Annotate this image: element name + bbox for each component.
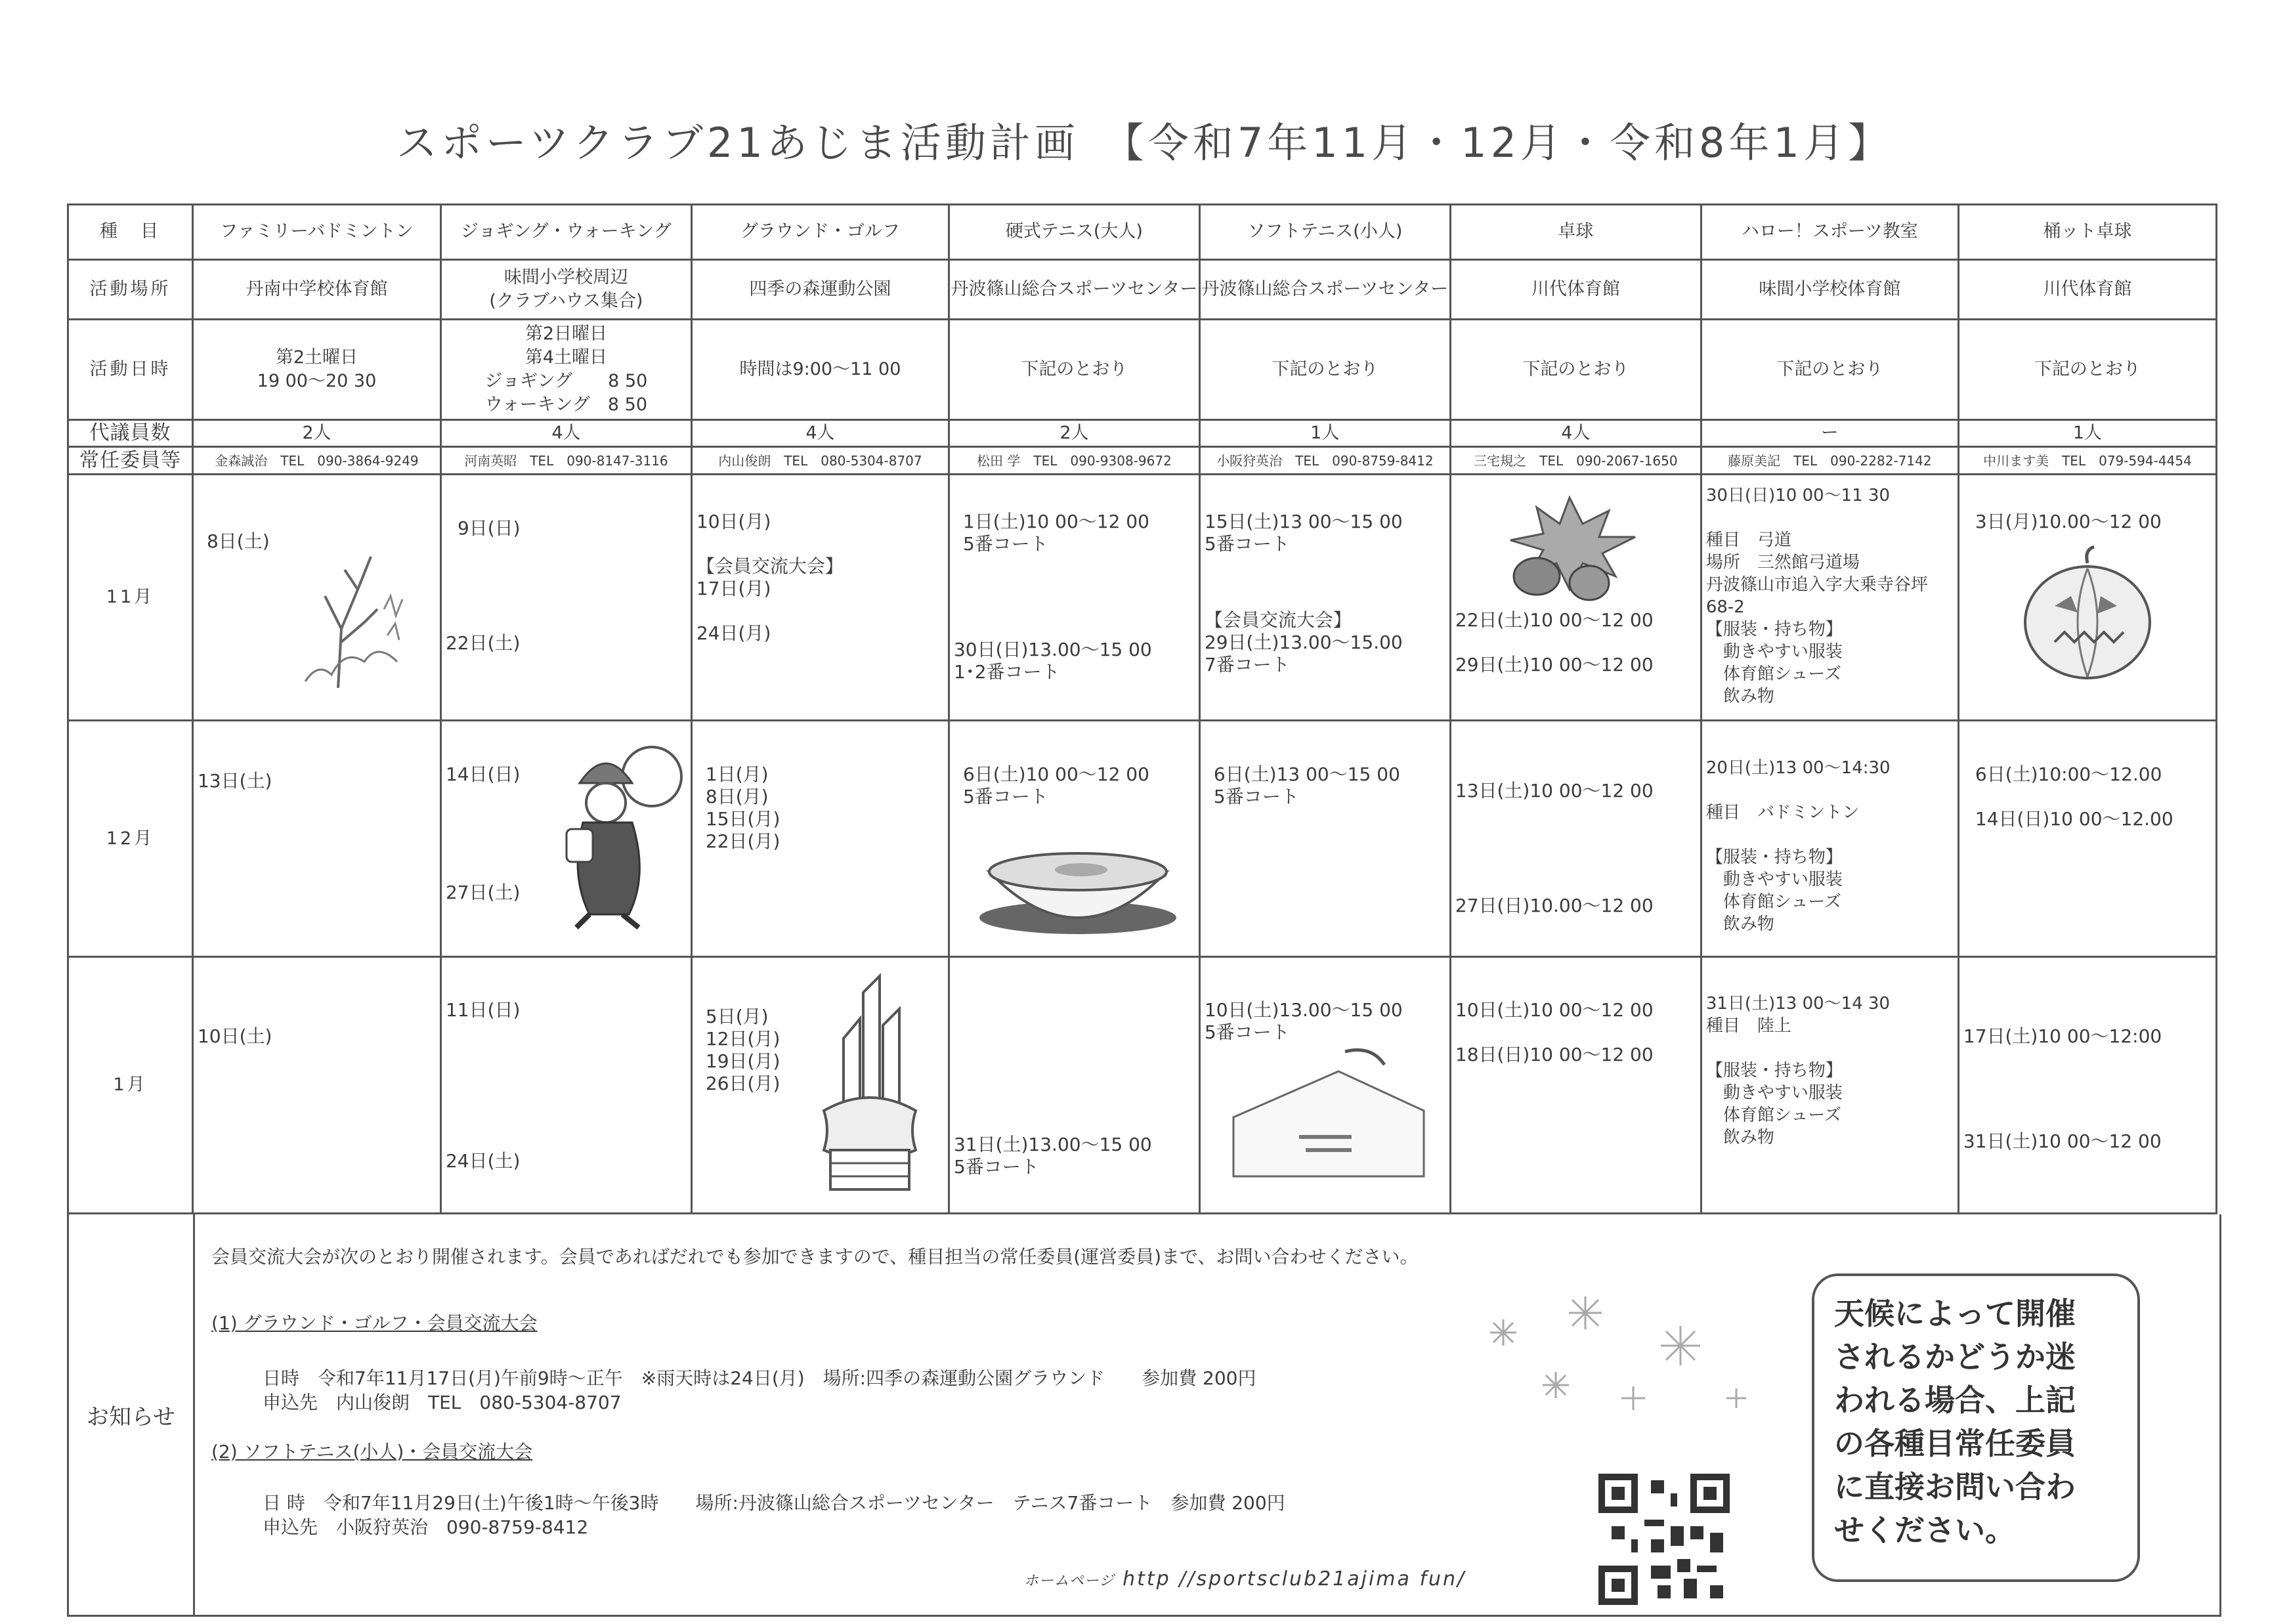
schedule-cell <box>949 475 1199 721</box>
text-line: 13日(土) <box>197 769 272 792</box>
text-line: 種目 バドミントン <box>1705 802 1860 823</box>
row-header-category: 種 目 <box>68 205 193 260</box>
text-line: 11日(日) <box>445 999 521 1021</box>
text-line: ウォーキング 8 50 <box>484 395 648 416</box>
text-line: 【服装・持ち物】 <box>1705 847 1843 867</box>
reps-cell: 4人 <box>1450 419 1701 446</box>
text-line: 5日(月) <box>705 1006 769 1028</box>
text-line: 天候によって開催 <box>1834 1296 2076 1331</box>
datetime-cell <box>1199 320 1450 420</box>
column-header: ソフトテニス(小人) <box>1199 205 1450 260</box>
row-header-committee: 常任委員等 <box>68 446 193 475</box>
reps-cell: 1人 <box>1199 419 1450 446</box>
schedule-cell <box>1701 475 1958 721</box>
column-header: 桶ット卓球 <box>1958 205 2216 260</box>
text-line: 1日(土)10 00～12 00 <box>962 510 1149 532</box>
text-line <box>1706 1037 1890 1059</box>
text-line: 14日(日) <box>445 763 521 785</box>
text-line: 飲み物 <box>1705 914 1774 934</box>
text-line: 6日(土)13 00～15 00 <box>1213 763 1400 785</box>
event1-heading: (1) グラウンド・ゴルフ・会員交流大会 <box>211 1312 538 1334</box>
row-header-reps: 代議員数 <box>68 419 193 446</box>
schedule-cell <box>1199 956 1450 1213</box>
page-title: スポーツクラブ21あじま活動計画 【令和7年11月・12月・令和8年1月】 <box>396 119 1893 167</box>
schedule-cell <box>949 956 1199 1213</box>
text-line: 体育館シューズ <box>1705 664 1842 684</box>
schedule-cell <box>949 721 1199 957</box>
weather-note-bubble <box>1812 1273 2140 1582</box>
place-cell: 川代体育館 <box>1450 259 1701 320</box>
schedule-cell <box>1958 956 2216 1213</box>
text-line: 31日(土)10 00～12 00 <box>1963 1130 2162 1153</box>
month-label: 12月 <box>68 721 193 957</box>
schedule-cell <box>691 475 949 721</box>
text-line: 19日(月) <box>705 1050 781 1073</box>
text-line: 15日(土)13 00～15 00 <box>1204 510 1403 532</box>
text-line: 24日(土) <box>445 1150 521 1172</box>
text-line: 30日(日)10 00～11 30 <box>1705 485 1891 505</box>
reps-cell: ー <box>1701 419 1958 446</box>
text-line <box>696 533 844 555</box>
text-line: 【会員交流大会】 <box>696 555 844 577</box>
place-cell: 丹波篠山総合スポーツセンター <box>949 259 1199 320</box>
tree-illustration <box>299 530 410 694</box>
datetime-cell <box>1701 320 1958 420</box>
place-cell: 味間小学校体育館 <box>1701 259 1958 320</box>
text-line: 体育館シューズ <box>1705 891 1842 912</box>
reps-cell: 4人 <box>440 419 691 446</box>
text-line: 下記のとおり <box>1522 359 1629 380</box>
schedule-cell <box>440 721 691 957</box>
text-line: 1･2番コート <box>953 660 1060 683</box>
text-line: 第4土曜日 <box>524 347 608 368</box>
schedule-cell <box>440 956 691 1213</box>
place-cell: 丹南中学校体育館 <box>192 259 440 320</box>
place-row <box>68 259 2217 320</box>
text-line: 29日(土)13.00～15.00 <box>1204 631 1403 653</box>
text-line: 31日(土)13 00～14 30 <box>1705 994 1891 1014</box>
text-line: 8日(土) <box>206 530 270 552</box>
event1-details: 日時 令和7年11月17日(月)午前9時～正午 ※雨天時は24日(月) 場所:四季の森運動公園グラウンド 参加費 200円 <box>263 1367 1256 1389</box>
row-header-datetime: 活動日時 <box>68 320 193 420</box>
homepage-link[interactable]: http //sportsclub21ajima fun/ <box>1123 1568 1466 1591</box>
text-line: 種目 弓道 <box>1705 530 1791 550</box>
reps-cell: 4人 <box>691 419 949 446</box>
text-line: 7番コート <box>1204 653 1290 675</box>
reps-row <box>68 419 2217 446</box>
text-line: 体育館シューズ <box>1705 1105 1842 1126</box>
datetime-cell <box>691 320 949 420</box>
text-line: 種目 陸上 <box>1705 1016 1791 1036</box>
pumpkin-illustration <box>2019 544 2156 681</box>
autumn-leaves-illustration <box>1491 491 1655 603</box>
text-line: 時間は9:00～11 00 <box>739 359 901 380</box>
text-line: 【服装・持ち物】 <box>1705 619 1843 639</box>
text-line: われる場合、上記 <box>1834 1382 2076 1418</box>
schedule-cell <box>1701 956 1958 1213</box>
text-line: されるかどうか迷 <box>1834 1339 2076 1375</box>
text-line: 27日(土) <box>445 881 521 903</box>
datetime-cell <box>949 320 1199 420</box>
committee-cell: 金森誠治 TEL 090-3864-9249 <box>192 446 440 475</box>
text-line: 飲み物 <box>1705 1128 1774 1148</box>
text-line <box>696 600 844 622</box>
text-line: 【会員交流大会】 <box>1204 609 1352 631</box>
text-line: 10日(土) <box>197 1025 272 1048</box>
column-header: ジョギング・ウォーキング <box>440 205 691 260</box>
text-line: 10日(月) <box>696 510 771 532</box>
text-line: 17日(月) <box>696 577 771 599</box>
homepage-label: ホームページ <box>1024 1573 1115 1589</box>
text-line: の各種目常任委員 <box>1834 1426 2076 1461</box>
text-line: 17日(土)10 00～12:00 <box>1963 1025 2162 1048</box>
snowflake-decoration <box>1464 1287 1766 1438</box>
text-line: 6日(土)10:00～12.00 <box>1975 763 2162 785</box>
datetime-cell <box>192 320 440 420</box>
text-line: 5番コート <box>962 532 1048 555</box>
schedule-cell <box>192 721 440 957</box>
text-line: 13日(土)10 00～12 00 <box>1455 779 1654 801</box>
homepage-url[interactable] <box>1024 1568 1466 1591</box>
santa-illustration <box>553 737 685 934</box>
qr-code[interactable] <box>1598 1474 1730 1605</box>
text-line: 下記のとおり <box>1272 359 1379 380</box>
event2-contact: 申込先 小阪狩英治 090-8759-8412 <box>263 1516 589 1538</box>
committee-cell: 三宅規之 TEL 090-2067-1650 <box>1450 446 1701 475</box>
text-line: せください。 <box>1834 1512 2015 1548</box>
text-line: 20日(土)13 00～14:30 <box>1705 758 1891 778</box>
column-header: グラウンド・ゴルフ <box>691 205 949 260</box>
month-label: 11月 <box>68 475 193 721</box>
month-row-nov <box>68 475 2217 721</box>
text-line: 68-2 <box>1705 597 1745 617</box>
datetime-row <box>68 320 2217 420</box>
notice-intro: 会員交流大会が次のとおり開催されます。会員であればだれでも参加できますので、種目担当の常任委員(運営委員)まで、お問い合わせください。 <box>211 1246 1419 1268</box>
committee-row <box>68 446 2217 475</box>
month-label: 1月 <box>68 956 193 1213</box>
committee-cell: 中川ます美 TEL 079-594-4454 <box>1958 446 2216 475</box>
schedule-cell <box>1199 721 1450 957</box>
event1-contact: 申込先 内山俊朗 TEL 080-5304-8707 <box>263 1392 622 1413</box>
text-line <box>1455 631 1654 654</box>
text-line: 第2土曜日 <box>275 347 358 368</box>
text-line: 下記のとおり <box>2034 359 2141 380</box>
column-header: 卓球 <box>1450 205 1701 260</box>
schedule-cell <box>1450 721 1701 957</box>
schedule-cell <box>1450 475 1701 721</box>
text-line: 27日(日)10.00～12 00 <box>1455 894 1654 916</box>
committee-cell: 松田 学 TEL 090-9308-9672 <box>949 446 1199 475</box>
committee-cell: 河南英昭 TEL 090-8147-3116 <box>440 446 691 475</box>
event2-details: 日 時 令和7年11月29日(土)午後1時～午後3時 場所:丹波篠山総合スポーツセンター テニス7番コート 参加費 200円 <box>263 1492 1285 1514</box>
ema-plaque-illustration <box>1214 1045 1437 1189</box>
text-line: 6日(土)10 00～12 00 <box>962 763 1149 785</box>
text-line: 12日(月) <box>705 1028 781 1050</box>
place-cell: 四季の森運動公園 <box>691 259 949 320</box>
text-line: 3日(月)10.00～12 00 <box>1975 510 2162 532</box>
month-row-jan <box>68 956 2217 1213</box>
text-line: 30日(日)13.00～15 00 <box>953 638 1152 660</box>
text-line <box>1706 824 1891 846</box>
committee-cell: 藤原美記 TEL 090-2282-7142 <box>1701 446 1958 475</box>
text-line: 丹波篠山市追入字大乗寺谷坪 <box>1705 574 1928 595</box>
text-line: 14日(日)10 00～12.00 <box>1975 807 2173 830</box>
text-line: 31日(土)13.00～15 00 <box>953 1134 1152 1156</box>
column-header: 硬式テニス(大人) <box>949 205 1199 260</box>
soup-bowl-illustration <box>970 842 1186 941</box>
text-line: 飲み物 <box>1705 686 1774 706</box>
text-line: 下記のとおり <box>1776 359 1883 380</box>
schedule-table <box>67 203 2217 1214</box>
text-line: 動きやすい服装 <box>1705 1083 1843 1103</box>
text-line: 8日(月) <box>705 785 769 807</box>
place-cell: 丹波篠山総合スポーツセンター <box>1199 259 1450 320</box>
column-header: ファミリーバドミントン <box>192 205 440 260</box>
committee-cell: 小阪狩英治 TEL 090-8759-8412 <box>1199 446 1450 475</box>
text-line: 場所 三然館弓道場 <box>1705 552 1860 572</box>
text-line <box>1706 507 1928 529</box>
text-line: 1日(月) <box>705 763 769 785</box>
text-line: 19 00～20 30 <box>257 371 377 392</box>
text-line: 5番コート <box>1204 532 1290 555</box>
schedule-cell <box>192 956 440 1213</box>
month-row-dec <box>68 721 2217 957</box>
row-header-place: 活動場所 <box>68 259 193 320</box>
event2-heading: (2) ソフトテニス(小人)・会員交流大会 <box>211 1441 533 1463</box>
text-line: 5番コート <box>1204 1021 1290 1044</box>
datetime-cell <box>440 320 691 420</box>
text-line: 下記のとおり <box>1021 359 1128 380</box>
text-line: 動きやすい服装 <box>1705 641 1843 662</box>
text-line: 15日(月) <box>705 807 781 830</box>
place-cell: 川代体育館 <box>1958 259 2216 320</box>
text-line <box>1455 1021 1654 1044</box>
datetime-cell <box>1958 320 2216 420</box>
text-line: 動きやすい服装 <box>1705 869 1843 889</box>
text-line: 22日(土) <box>445 631 521 654</box>
category-row <box>68 205 2217 260</box>
schedule-cell <box>691 721 949 957</box>
reps-cell: 2人 <box>192 419 440 446</box>
column-header: ハロー！スポーツ教室 <box>1701 205 1958 260</box>
text-line: 10日(土)10 00～12 00 <box>1455 999 1654 1021</box>
text-line <box>1706 779 1891 801</box>
schedule-cell <box>1199 475 1450 721</box>
text-line: 22日(月) <box>705 830 781 852</box>
schedule-cell <box>192 475 440 721</box>
place-cell: 味間小学校周辺 (クラブハウス集合) <box>440 259 691 320</box>
text-line: 24日(月) <box>696 622 771 644</box>
schedule-cell <box>691 956 949 1213</box>
schedule-cell <box>1701 721 1958 957</box>
text-line: 26日(月) <box>705 1073 781 1095</box>
schedule-cell <box>440 475 691 721</box>
text-line: 9日(日) <box>457 517 521 539</box>
text-line: 第2日曜日 <box>524 324 608 345</box>
text-line: に直接お問い合わ <box>1834 1469 2076 1505</box>
kadomatsu-illustration <box>804 973 935 1196</box>
text-line <box>1975 786 2173 808</box>
text-line: 5番コート <box>953 1156 1039 1178</box>
text-line: 22日(土)10 00～12 00 <box>1455 609 1654 631</box>
text-line: ジョギング 8 50 <box>484 371 648 392</box>
reps-cell: 1人 <box>1958 419 2216 446</box>
text-line: 10日(土)13.00～15 00 <box>1204 999 1403 1021</box>
reps-cell: 2人 <box>949 419 1199 446</box>
text-line: 5番コート <box>962 785 1048 807</box>
schedule-cell <box>1958 475 2216 721</box>
text-line: 5番コート <box>1213 785 1299 807</box>
text-line: 18日(日)10 00～12 00 <box>1455 1044 1654 1066</box>
committee-cell: 内山俊朗 TEL 080-5304-8707 <box>691 446 949 475</box>
schedule-cell <box>1958 721 2216 957</box>
text-line: 29日(土)10 00～12 00 <box>1455 653 1654 675</box>
notice-label: お知らせ <box>69 1214 195 1615</box>
text-line: 【服装・持ち物】 <box>1705 1061 1843 1081</box>
schedule-cell <box>1450 956 1701 1213</box>
datetime-cell <box>1450 320 1701 420</box>
